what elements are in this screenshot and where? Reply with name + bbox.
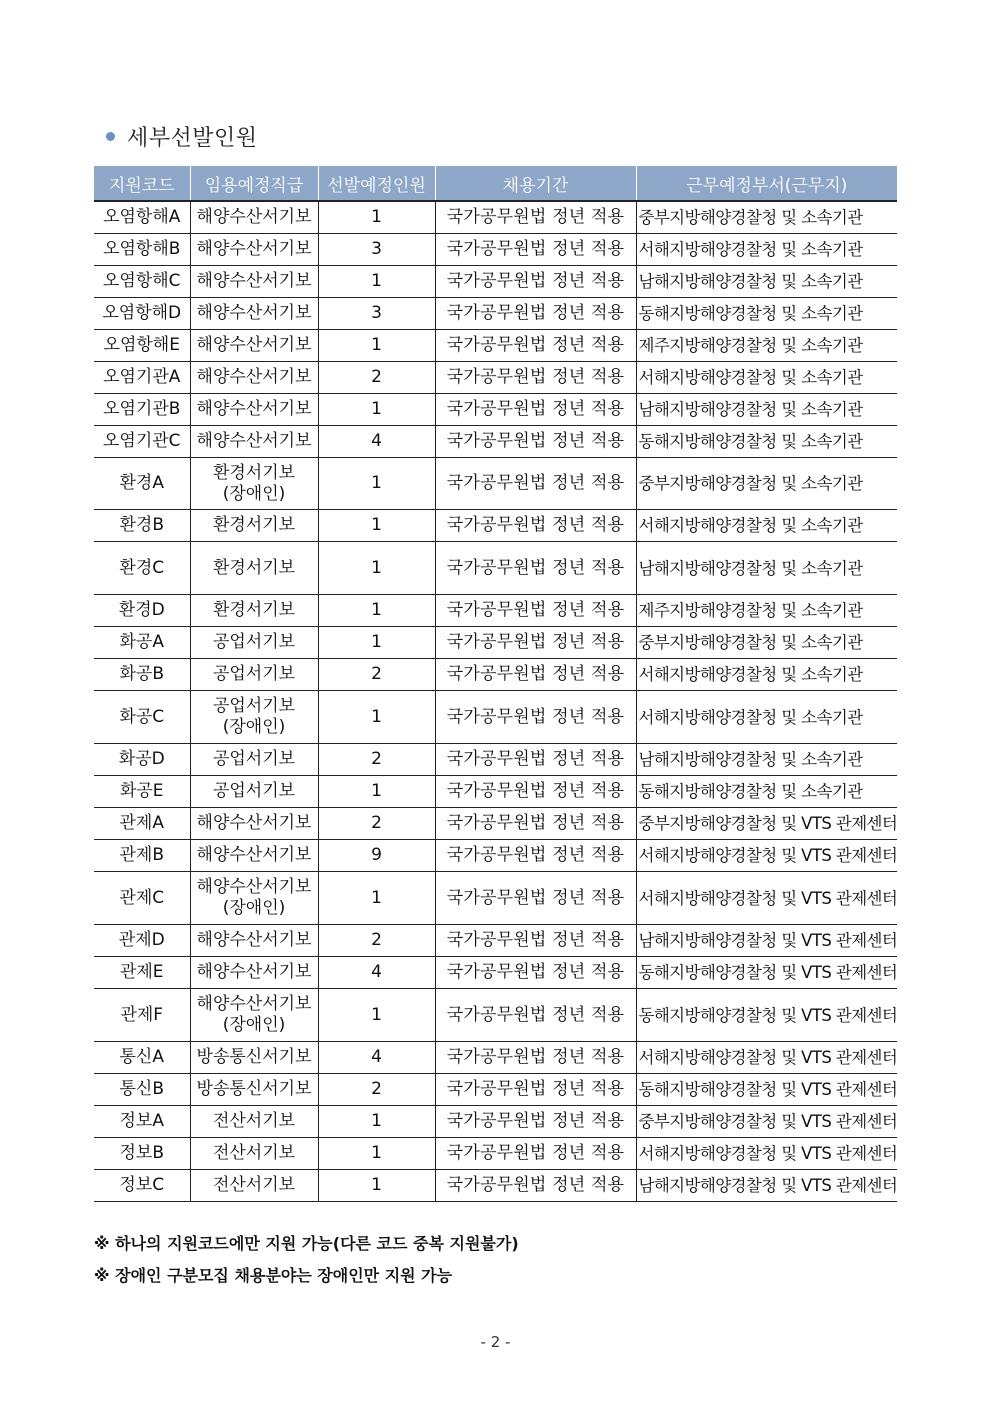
table-row [94,691,897,744]
cell-dept: 중부지방해양경찰청 및 소속기관 [636,201,897,234]
cell-period: 국가공무원법 정년 적용 [435,542,636,595]
grade-text: 환경서기보 [212,600,296,620]
cell-period: 국가공무원법 정년 적용 [435,659,636,691]
cell-period: 국가공무원법 정년 적용 [435,957,636,989]
table-row [94,458,897,510]
cell-count: 4 [318,1042,435,1074]
grade-note: (장애인) [222,483,286,504]
cell-dept: 제주지방해양경찰청 및 소속기관 [636,595,897,627]
selection-table [94,166,897,1202]
cell-period: 국가공무원법 정년 적용 [435,426,636,458]
cell-dept: 남해지방해양경찰청 및 소속기관 [636,266,897,298]
grade-text: 공업서기보 [212,781,296,801]
cell-code: 오염항해E [94,330,190,362]
cell-dept: 서해지방해양경찰청 및 VTS 관제센터 [636,1042,897,1074]
cell-code: 정보B [94,1138,190,1170]
cell-grade [190,510,318,542]
cell-code: 화공E [94,776,190,808]
cell-count: 1 [318,394,435,426]
cell-dept: 서해지방해양경찰청 및 VTS 관제센터 [636,1138,897,1170]
cell-period: 국가공무원법 정년 적용 [435,872,636,925]
cell-count: 1 [318,458,435,510]
table-row [94,426,897,458]
cell-code: 관제F [94,989,190,1042]
cell-dept: 서해지방해양경찰청 및 소속기관 [636,659,897,691]
table-row [94,925,897,957]
cell-count: 4 [318,957,435,989]
cell-period: 국가공무원법 정년 적용 [435,1106,636,1138]
cell-period: 국가공무원법 정년 적용 [435,266,636,298]
cell-grade [190,426,318,458]
cell-period: 국가공무원법 정년 적용 [435,298,636,330]
cell-dept: 서해지방해양경찰청 및 소속기관 [636,691,897,744]
cell-dept: 남해지방해양경찰청 및 소속기관 [636,394,897,426]
cell-count: 2 [318,659,435,691]
cell-dept: 동해지방해양경찰청 및 소속기관 [636,776,897,808]
cell-dept: 남해지방해양경찰청 및 VTS 관제센터 [636,1170,897,1202]
cell-grade [190,925,318,957]
cell-dept: 서해지방해양경찰청 및 소속기관 [636,510,897,542]
cell-code: 정보C [94,1170,190,1202]
cell-dept: 동해지방해양경찰청 및 소속기관 [636,426,897,458]
cell-grade [190,659,318,691]
cell-code: 오염기관C [94,426,190,458]
grade-note: (장애인) [222,1015,286,1035]
cell-count: 1 [318,510,435,542]
cell-period: 국가공무원법 정년 적용 [435,925,636,957]
cell-period: 국가공무원법 정년 적용 [435,201,636,234]
cell-period: 국가공무원법 정년 적용 [435,394,636,426]
grade-text: 해양수산서기보 [196,930,312,950]
cell-dept: 남해지방해양경찰청 및 VTS 관제센터 [636,925,897,957]
cell-grade [190,1170,318,1202]
grade-text: 해양수산서기보 [196,367,312,387]
cell-count: 3 [318,298,435,330]
table-row [94,266,897,298]
cell-dept: 중부지방해양경찰청 및 소속기관 [636,627,897,659]
notes [94,1228,519,1292]
table-row [94,330,897,362]
cell-period: 국가공무원법 정년 적용 [435,1138,636,1170]
cell-dept: 서해지방해양경찰청 및 소속기관 [636,234,897,266]
table-row [94,957,897,989]
grade-text: 해양수산서기보 [196,271,312,291]
cell-dept: 동해지방해양경찰청 및 VTS 관제센터 [636,1074,897,1106]
cell-period: 국가공무원법 정년 적용 [435,330,636,362]
table-row [94,234,897,266]
table-row [94,1106,897,1138]
cell-grade [190,808,318,840]
cell-count: 1 [318,627,435,659]
grade-text: 환경서기보 [212,515,296,535]
grade-text: 해양수산서기보 [196,962,312,982]
cell-code: 오염항해D [94,298,190,330]
cell-count: 2 [318,362,435,394]
grade-text: 해양수산서기보 [196,845,312,865]
cell-grade [190,744,318,776]
cell-count: 1 [318,201,435,234]
cell-code: 화공D [94,744,190,776]
table-row [94,362,897,394]
cell-count: 2 [318,1074,435,1106]
grade-text: 공업서기보 [212,664,296,684]
cell-code: 통신A [94,1042,190,1074]
cell-code: 오염항해A [94,201,190,234]
table-body [94,201,897,1202]
header-code: 지원코드 [94,166,190,201]
cell-code: 오염기관A [94,362,190,394]
cell-code: 환경C [94,542,190,595]
cell-count: 4 [318,426,435,458]
cell-count: 2 [318,808,435,840]
table-row [94,595,897,627]
table-row [94,510,897,542]
cell-code: 관제D [94,925,190,957]
cell-count: 1 [318,691,435,744]
cell-period: 국가공무원법 정년 적용 [435,1074,636,1106]
grade-text: 공업서기보 [212,632,296,652]
grade-text: 해양수산서기보 [196,207,312,227]
table-row [94,872,897,925]
table-row [94,1138,897,1170]
cell-period: 국가공무원법 정년 적용 [435,691,636,744]
cell-period: 국가공무원법 정년 적용 [435,808,636,840]
cell-grade [190,1042,318,1074]
grade-text: 전산서기보 [212,1175,296,1195]
cell-count: 1 [318,776,435,808]
note-disabled: ※ 장애인 구분모집 채용분야는 장애인만 지원 가능 [94,1266,453,1285]
cell-code: 관제C [94,872,190,925]
page-number: - 2 - [480,1333,511,1351]
cell-count: 1 [318,330,435,362]
cell-code: 통신B [94,1074,190,1106]
cell-grade [190,776,318,808]
cell-dept: 남해지방해양경찰청 및 소속기관 [636,542,897,595]
cell-code: 관제B [94,840,190,872]
bullet-icon [106,132,115,141]
table-row [94,627,897,659]
header-dept: 근무예정부서(근무지) [636,166,897,201]
cell-code: 환경D [94,595,190,627]
cell-period: 국가공무원법 정년 적용 [435,989,636,1042]
cell-period: 국가공무원법 정년 적용 [435,1170,636,1202]
table-row [94,542,897,595]
cell-dept: 동해지방해양경찰청 및 소속기관 [636,298,897,330]
cell-grade [190,330,318,362]
table-row [94,201,897,234]
grade-text: 방송통신서기보 [196,1079,312,1099]
grade-text: 해양수산서기보 [196,813,312,833]
table-row [94,744,897,776]
cell-grade [190,872,318,925]
cell-grade [190,298,318,330]
cell-dept: 동해지방해양경찰청 및 VTS 관제센터 [636,989,897,1042]
cell-code: 정보A [94,1106,190,1138]
cell-code: 관제E [94,957,190,989]
cell-dept: 중부지방해양경찰청 및 VTS 관제센터 [636,1106,897,1138]
cell-grade [190,1138,318,1170]
table-row [94,808,897,840]
cell-grade [190,595,318,627]
cell-dept: 서해지방해양경찰청 및 VTS 관제센터 [636,872,897,925]
section-title [106,118,258,154]
table-header-row [94,166,897,201]
cell-grade [190,362,318,394]
header-period: 채용기간 [435,166,636,201]
grade-text: 해양수산서기보 [196,431,312,451]
cell-grade [190,957,318,989]
cell-grade [190,542,318,595]
grade-text: 공업서기보 [212,749,296,769]
cell-grade [190,234,318,266]
table-row [94,394,897,426]
cell-dept: 서해지방해양경찰청 및 소속기관 [636,362,897,394]
table-row [94,659,897,691]
cell-dept: 동해지방해양경찰청 및 VTS 관제센터 [636,957,897,989]
cell-count: 2 [318,744,435,776]
grade-text: 환경서기보 [212,557,296,578]
cell-count: 1 [318,1170,435,1202]
grade-text: 전산서기보 [212,1143,296,1163]
grade-text: 해양수산서기보 [196,303,312,323]
grade-note: (장애인) [222,898,286,918]
grade-text: 해양수산서기보 [196,994,312,1014]
table-row [94,776,897,808]
cell-count: 1 [318,266,435,298]
cell-period: 국가공무원법 정년 적용 [435,362,636,394]
cell-period: 국가공무원법 정년 적용 [435,1042,636,1074]
cell-code: 오염항해B [94,234,190,266]
cell-code: 오염기관B [94,394,190,426]
cell-count: 9 [318,840,435,872]
grade-text: 전산서기보 [212,1111,296,1131]
grade-note: (장애인) [222,717,286,737]
table-row [94,1170,897,1202]
section-title-text: 세부선발인원 [127,125,258,151]
cell-grade [190,989,318,1042]
cell-count: 1 [318,872,435,925]
cell-dept: 제주지방해양경찰청 및 소속기관 [636,330,897,362]
table-row [94,1042,897,1074]
cell-code: 화공B [94,659,190,691]
cell-grade [190,266,318,298]
table-row [94,1074,897,1106]
cell-count: 1 [318,989,435,1042]
cell-code: 오염항해C [94,266,190,298]
cell-period: 국가공무원법 정년 적용 [435,627,636,659]
cell-count: 1 [318,1138,435,1170]
cell-code: 환경B [94,510,190,542]
cell-period: 국가공무원법 정년 적용 [435,840,636,872]
cell-period: 국가공무원법 정년 적용 [435,595,636,627]
cell-grade [190,1106,318,1138]
cell-count: 2 [318,925,435,957]
cell-dept: 서해지방해양경찰청 및 VTS 관제센터 [636,840,897,872]
cell-code: 화공C [94,691,190,744]
grade-text: 공업서기보 [212,696,296,716]
cell-dept: 중부지방해양경찰청 및 VTS 관제센터 [636,808,897,840]
cell-dept: 중부지방해양경찰청 및 소속기관 [636,458,897,510]
table-row [94,840,897,872]
cell-period: 국가공무원법 정년 적용 [435,458,636,510]
cell-code: 관제A [94,808,190,840]
cell-grade [190,201,318,234]
cell-grade [190,1074,318,1106]
cell-grade [190,691,318,744]
cell-count: 1 [318,595,435,627]
cell-count: 1 [318,1106,435,1138]
header-count: 선발예정인원 [318,166,435,201]
cell-grade [190,394,318,426]
table-row [94,298,897,330]
cell-period: 국가공무원법 정년 적용 [435,510,636,542]
grade-text: 해양수산서기보 [196,399,312,419]
cell-count: 3 [318,234,435,266]
note-duplicate: ※ 하나의 지원코드에만 지원 가능(다른 코드 중복 지원불가) [94,1234,519,1253]
cell-dept: 남해지방해양경찰청 및 소속기관 [636,744,897,776]
cell-grade [190,458,318,510]
table-row [94,989,897,1042]
cell-code: 환경A [94,458,190,510]
grade-text: 해양수산서기보 [196,877,312,897]
grade-text: 환경서기보 [212,462,296,483]
cell-period: 국가공무원법 정년 적용 [435,744,636,776]
grade-text: 해양수산서기보 [196,335,312,355]
grade-text: 방송통신서기보 [196,1047,312,1067]
cell-count: 1 [318,542,435,595]
cell-period: 국가공무원법 정년 적용 [435,234,636,266]
cell-period: 국가공무원법 정년 적용 [435,776,636,808]
cell-code: 화공A [94,627,190,659]
cell-grade [190,840,318,872]
header-grade: 임용예정직급 [190,166,318,201]
grade-text: 해양수산서기보 [196,239,312,259]
cell-grade [190,627,318,659]
